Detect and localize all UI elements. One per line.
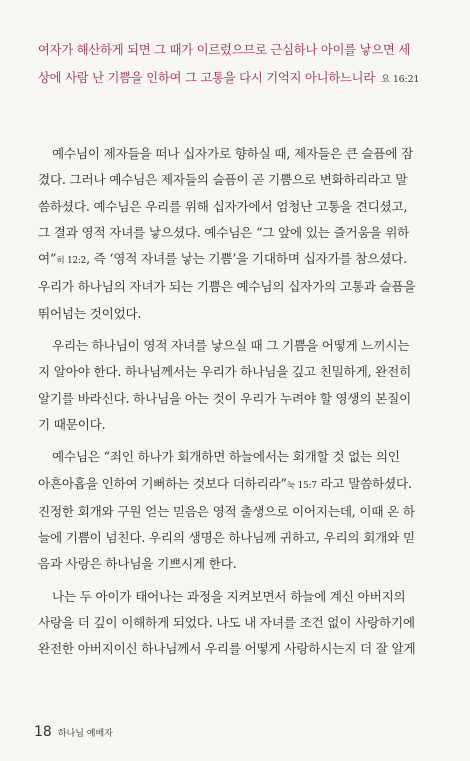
quote-reference: 요 16:21	[381, 74, 420, 85]
text-line	[38, 471, 432, 499]
page-footer	[34, 724, 113, 740]
text-line: 기 때문이다.	[38, 416, 106, 432]
paragraph	[38, 333, 432, 438]
text-line: 그 결과 영적 자녀를 낳으셨다. 예수님은 “그 앞에 있는 즐거움을 위하	[38, 224, 410, 240]
paragraph	[38, 584, 432, 663]
body-text	[38, 141, 432, 669]
paragraph	[38, 444, 432, 577]
scripture-quote	[38, 36, 438, 94]
text-line: 씀하셨다. 예수님은 우리를 위해 십자가에서 엄청난 고통을 견디셨고,	[38, 198, 408, 214]
text-segment: 아흔아홉을 인하여 기뻐하는 것보다 더하리라”	[38, 475, 287, 491]
text-line: 겼다. 그러나 예수님은 제자들의 슬픔이 곧 기쁨으로 변화하리라고 말	[38, 172, 408, 188]
paragraph	[38, 141, 432, 327]
text-line: 진정한 회개와 구원 얻는 믿음은 영적 출생으로 이어지는데, 이때 온 하	[38, 503, 415, 519]
quote-line: 여자가 해산하게 되면 그 때가 이르렀으므로 근심하나 아이를 낳으면 세	[38, 43, 411, 57]
book-title: 하나님 예배자	[57, 729, 113, 739]
text-segment: , 즉 ‘영적 자녀를 낳는 기쁨’을 기대하며 십자가를 참으셨다.	[86, 251, 407, 267]
text-line: 우리가 하나님의 자녀가 되는 기쁨은 예수님의 십자가의 고통과 슬픔을	[38, 279, 416, 295]
text-line: 늘에 기쁨이 넘친다. 우리의 생명은 하나님께 귀하고, 우리의 회개와 믿	[38, 530, 415, 546]
text-line	[38, 246, 432, 274]
quote-text: 상에 사람 난 기쁨을 인하여 그 고통을 다시 기억지 아니하느니라	[38, 71, 376, 85]
verse-reference: 눅 15:7	[286, 480, 317, 491]
text-line: 완전한 아버지이신 하나님께서 우리를 어떻게 사랑하시는지 더 잘 알게	[38, 641, 416, 657]
text-segment: 여”	[38, 251, 57, 267]
verse-reference: 히 12:2	[56, 256, 87, 267]
text-line: 예수님이 제자들을 떠나 십자가로 향하실 때, 제자들은 큰 슬픔에 잠	[52, 146, 414, 161]
text-line: 뛰어넘는 것이었다.	[38, 305, 142, 321]
text-line: 나는 두 아이가 태어나는 과정을 지켜보면서 하늘에 계신 아버지의	[52, 588, 406, 604]
page-number: 18	[34, 724, 52, 740]
text-line: 지 알아야 한다. 하나님께서는 우리가 하나님을 깊고 친밀하게, 완전히	[38, 364, 412, 380]
text-line: 우리는 하나님이 영적 자녀를 낳으실 때 그 기쁨을 어떻게 느끼시는	[52, 338, 410, 354]
text-line: 알기를 바라신다. 하나님을 아는 것이 우리가 누려야 할 영생의 본질이	[38, 390, 412, 406]
text-line: 예수님은 “죄인 하나가 회개하면 하늘에서는 회개할 것 없는 의인	[52, 449, 400, 465]
text-line: 음과 사랑은 하나님을 기쁘시게 한다.	[38, 556, 237, 572]
quote-line	[38, 64, 438, 94]
text-line: 사랑을 더 깊이 이해하게 되었다. 나도 내 자녀를 조건 없이 사랑하기에	[38, 615, 415, 631]
text-segment: 라고 말씀하셨다.	[316, 475, 412, 491]
